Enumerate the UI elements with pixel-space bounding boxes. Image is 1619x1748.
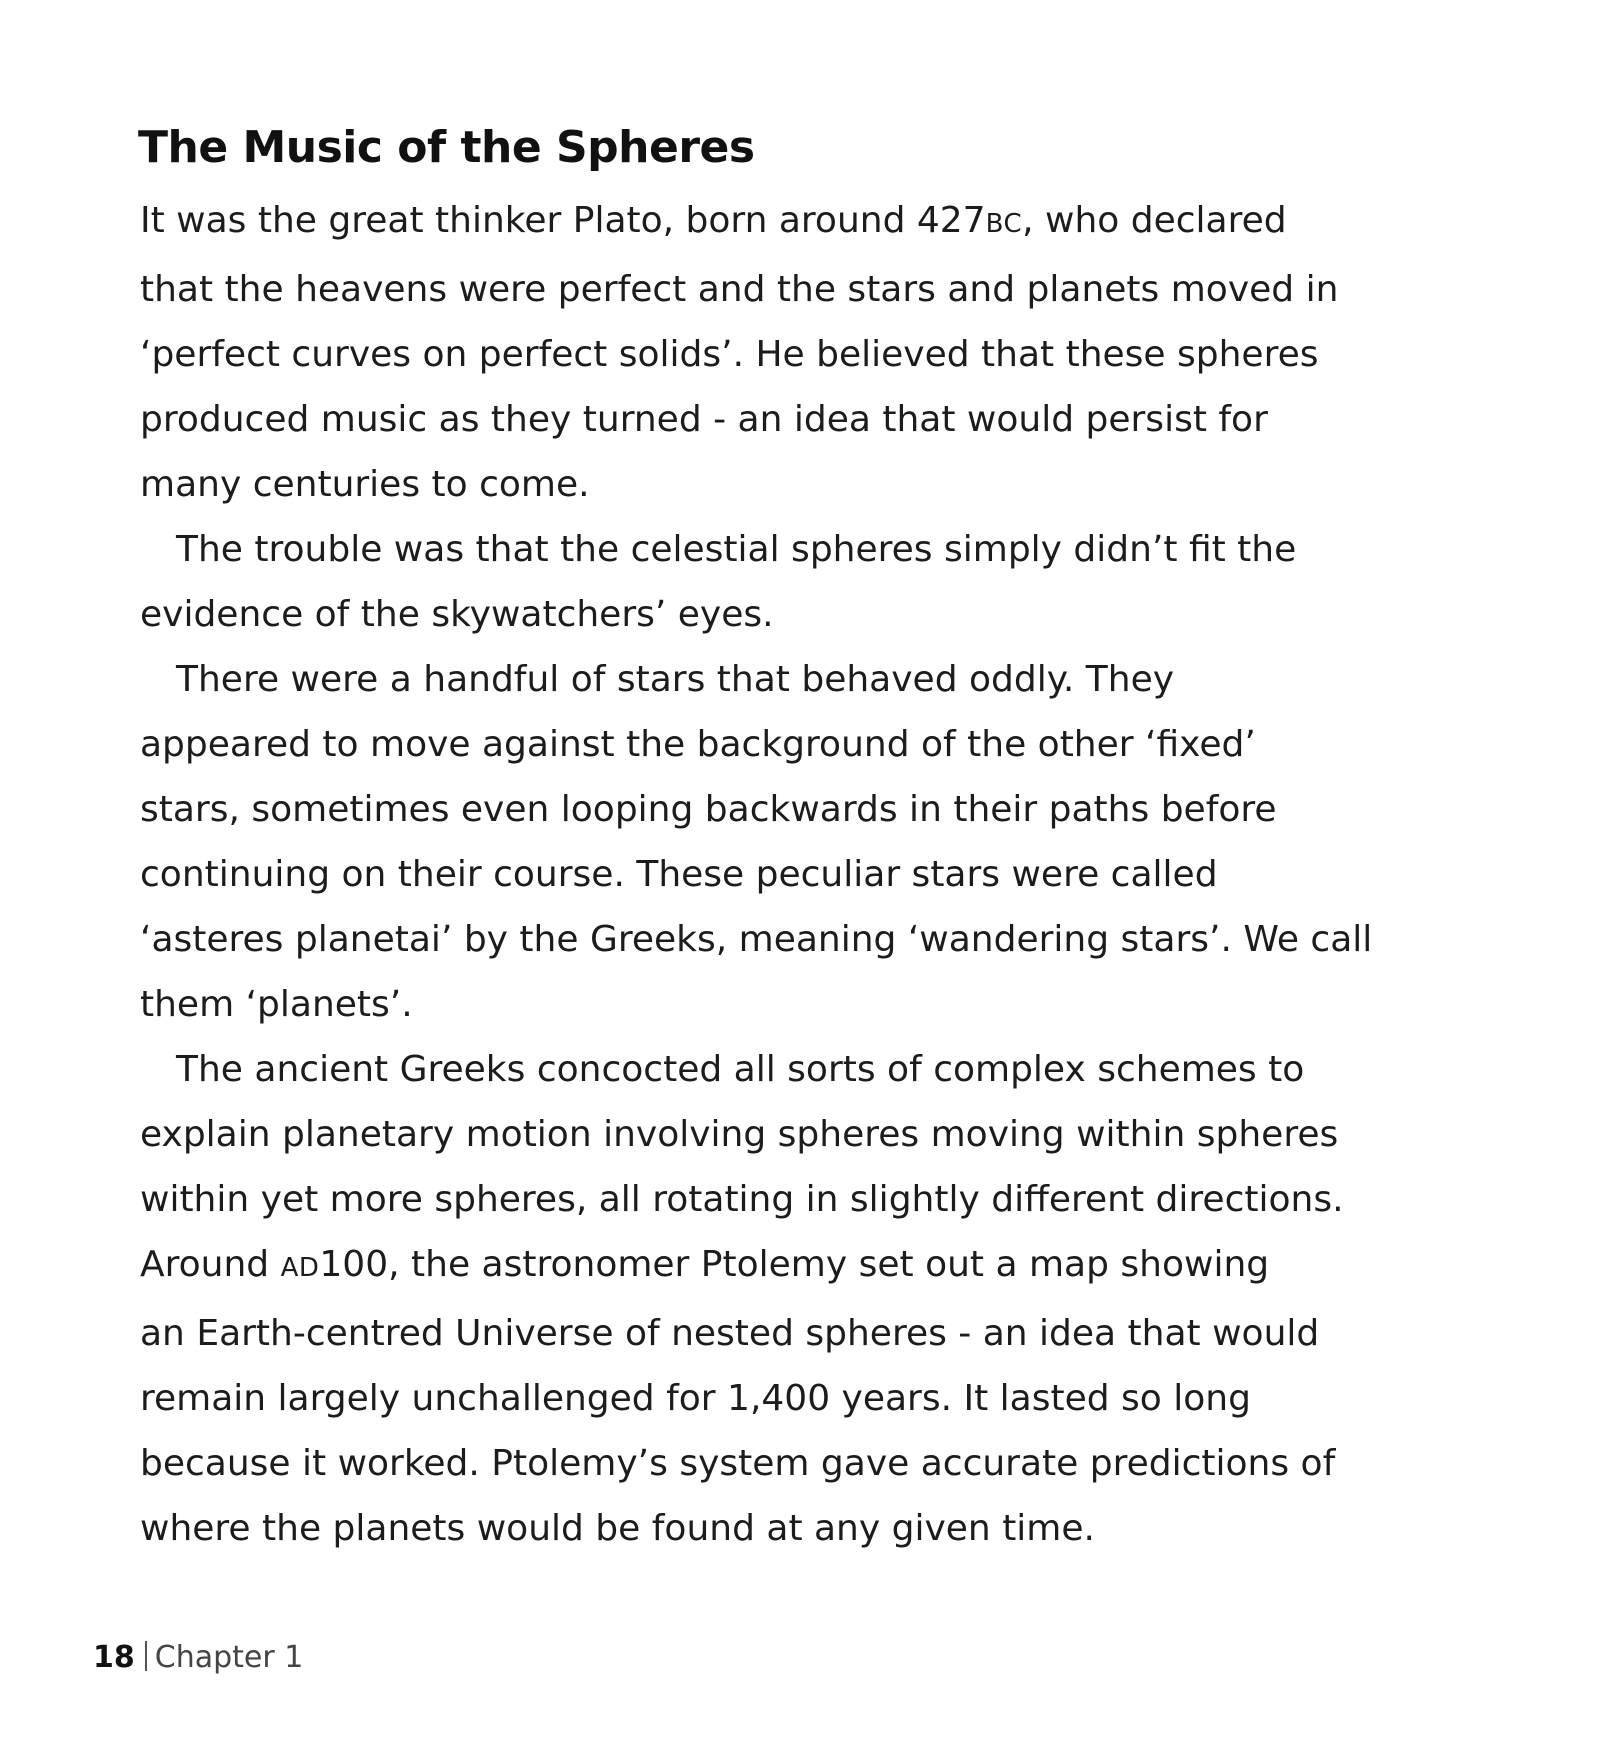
text-line: because it worked. Ptolemy’s system gave accurate predictions of <box>140 1443 1336 1484</box>
text-line: explain planetary motion involving spheres moving within spheres <box>140 1114 1339 1155</box>
paragraph <box>140 647 1460 1037</box>
text-line: There were a handful of stars that behaved oddly. They <box>176 659 1175 700</box>
chapter-label: Chapter 1 <box>154 1640 304 1675</box>
text-line: The ancient Greeks concocted all sorts of complex schemes to <box>176 1049 1305 1090</box>
text-line: them ‘planets’. <box>140 984 413 1025</box>
text-line: evidence of the skywatchers’ eyes. <box>140 594 774 635</box>
text-line: remain largely unchallenged for 1,400 years. It lasted so long <box>140 1378 1251 1419</box>
paragraph <box>140 517 1460 647</box>
page-number: 18 <box>93 1640 135 1675</box>
era-abbreviation: BC <box>985 209 1023 239</box>
text-line: where the planets would be found at any given time. <box>140 1508 1095 1549</box>
era-abbreviation: AD <box>280 1253 320 1283</box>
paragraph <box>140 1037 1460 1561</box>
text-line: Around AD100, the astronomer Ptolemy set out a map showing <box>140 1244 1270 1285</box>
text-line: many centuries to come. <box>140 464 590 505</box>
text-line: within yet more spheres, all rotating in slightly different directions. <box>140 1179 1344 1220</box>
footer-divider <box>145 1641 147 1671</box>
page-footer <box>93 1640 303 1675</box>
text-line: stars, sometimes even looping backwards in their paths before <box>140 789 1277 830</box>
body-text <box>140 188 1460 1561</box>
text-line: It was the great thinker Plato, born around 427BC, who declared <box>140 200 1287 241</box>
text-line: appeared to move against the background of the other ‘fixed’ <box>140 724 1256 765</box>
text-line: ‘asteres planetai’ by the Greeks, meaning ‘wandering stars’. We call <box>140 919 1373 960</box>
text-line: continuing on their course. These peculiar stars were called <box>140 854 1218 895</box>
text-line: that the heavens were perfect and the stars and planets moved in <box>140 269 1339 310</box>
section-heading: The Music of the Spheres <box>138 122 755 173</box>
text-line: produced music as they turned - an idea that would persist for <box>140 399 1268 440</box>
text-line: ‘perfect curves on perfect solids’. He believed that these spheres <box>140 334 1319 375</box>
text-line: The trouble was that the celestial spheres simply didn’t fit the <box>176 529 1297 570</box>
paragraph <box>140 188 1460 517</box>
text-line: an Earth-centred Universe of nested spheres - an idea that would <box>140 1313 1320 1354</box>
